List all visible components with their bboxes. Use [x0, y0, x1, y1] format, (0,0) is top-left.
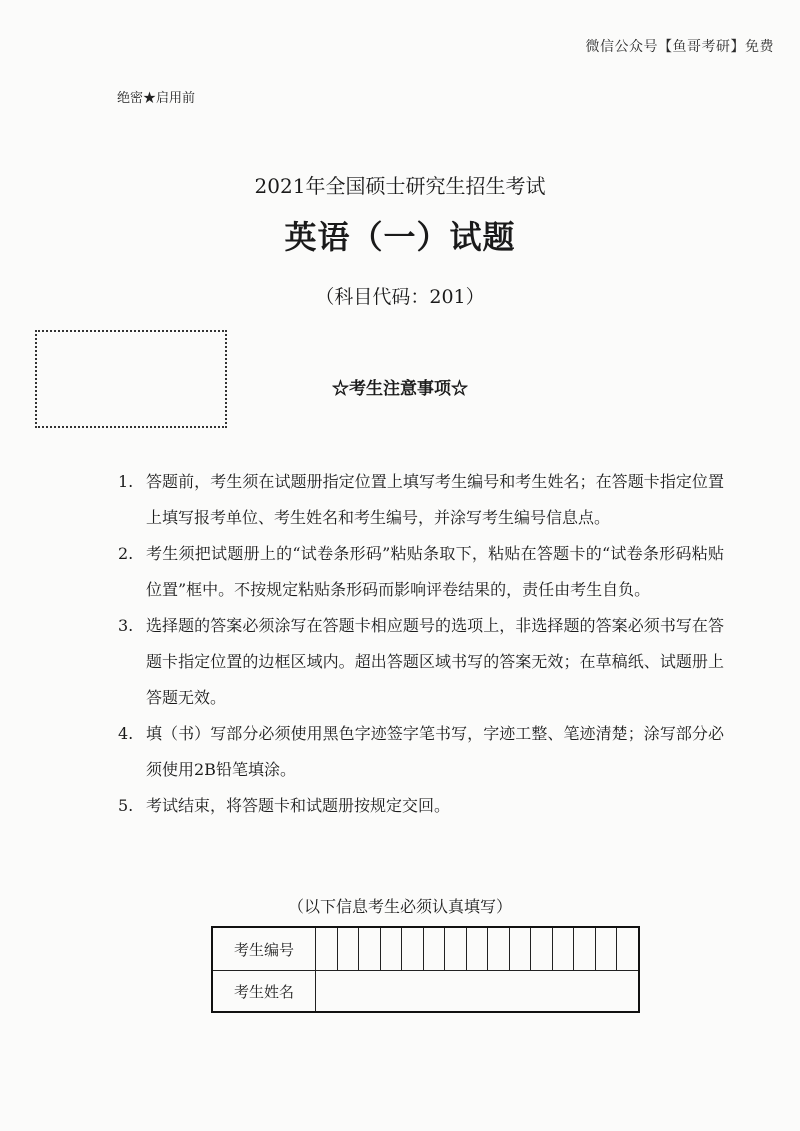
candidate-number-row	[212, 927, 639, 971]
candidate-number-cell[interactable]	[359, 927, 381, 971]
candidate-number-cell[interactable]	[445, 927, 467, 971]
candidate-number-cell[interactable]	[574, 927, 596, 971]
candidate-number-cell[interactable]	[466, 927, 488, 971]
notice-text: 答题前，考生须在试题册指定位置上填写考生编号和考生姓名；在答题卡指定位置上填写报考单位、考生姓名和考生编号，并涂写考生编号信息点。	[146, 472, 724, 527]
subject-title: 英语（一）试题	[284, 218, 516, 256]
notice-item	[118, 788, 724, 824]
candidate-number-cell[interactable]	[531, 927, 553, 971]
exam-title: 2021年全国硕士研究生招生考试	[254, 174, 546, 198]
candidate-number-cell[interactable]	[402, 927, 424, 971]
candidate-name-field[interactable]	[316, 971, 640, 1013]
candidate-number-cell[interactable]	[380, 927, 402, 971]
notice-number: 2.	[118, 544, 134, 563]
candidate-number-cell[interactable]	[552, 927, 574, 971]
candidate-number-cell[interactable]	[337, 927, 359, 971]
subject-code: （科目代码：201）	[315, 286, 485, 308]
classification-label: 绝密★启用前	[117, 91, 196, 106]
notice-item	[118, 464, 724, 536]
notice-item	[118, 716, 724, 788]
notice-text: 考生须把试题册上的“试卷条形码”粘贴条取下，粘贴在答题卡的“试卷条形码粘贴位置”框中。不按规定粘贴条形码而影响评卷结果的，责任由考生自负。	[146, 544, 724, 599]
candidate-name-label: 考生姓名	[212, 971, 316, 1013]
notice-list	[118, 464, 724, 824]
notice-item	[118, 536, 724, 608]
notice-text: 考试结束，将答题卡和试题册按规定交回。	[146, 796, 451, 815]
notice-header: ☆考生注意事项☆	[332, 379, 468, 399]
candidate-name-row	[212, 971, 639, 1013]
candidate-info-table	[211, 926, 640, 1013]
notice-text: 选择题的答案必须涂写在答题卡相应题号的选项上，非选择题的答案必须书写在答题卡指定位置的边框区域内。超出答题区域书写的答案无效；在草稿纸、试题册上答题无效。	[146, 616, 724, 707]
candidate-number-label: 考生编号	[212, 927, 316, 971]
candidate-number-cell[interactable]	[509, 927, 531, 971]
notice-number: 3.	[118, 616, 134, 635]
candidate-number-cell[interactable]	[316, 927, 338, 971]
notice-text: 填（书）写部分必须使用黑色字迹签字笔书写，字迹工整、笔迹清楚；涂写部分必须使用2B铅笔填涂。	[146, 724, 724, 779]
notice-number: 1.	[118, 472, 134, 491]
candidate-number-cell[interactable]	[423, 927, 445, 971]
candidate-number-cell[interactable]	[488, 927, 510, 971]
notice-number: 5.	[118, 796, 134, 815]
candidate-number-cell[interactable]	[617, 927, 639, 971]
notice-number: 4.	[118, 724, 134, 743]
candidate-number-cell[interactable]	[595, 927, 617, 971]
notice-item	[118, 608, 724, 716]
watermark-text: 微信公众号【鱼哥考研】免费	[585, 39, 774, 55]
info-caption: （以下信息考生必须认真填写）	[287, 897, 512, 916]
